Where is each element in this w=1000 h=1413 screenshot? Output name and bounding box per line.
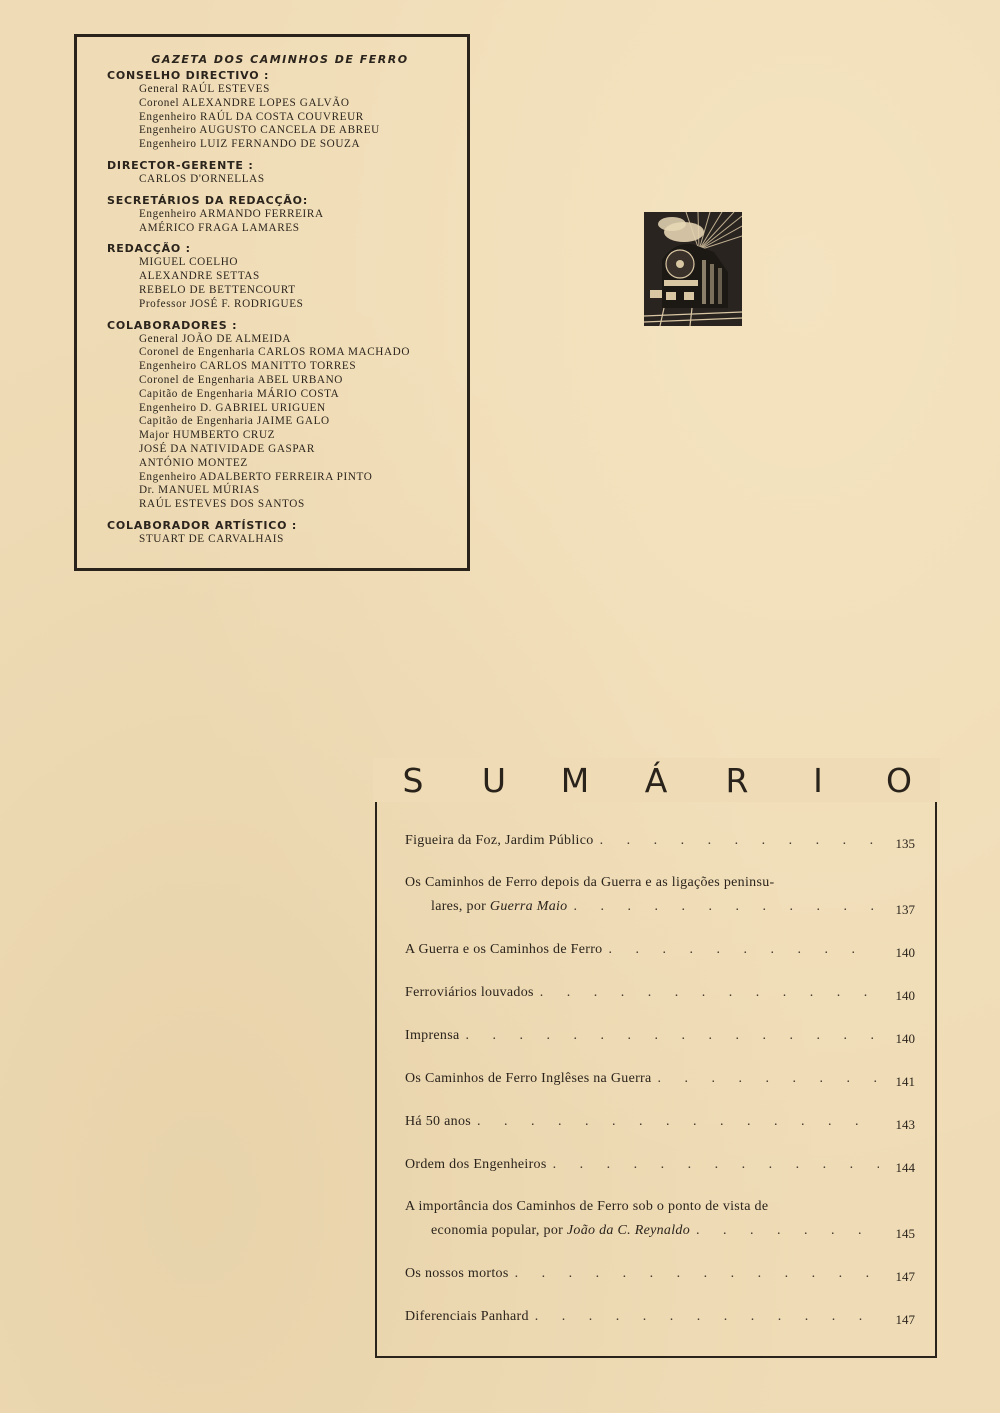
toc-entry-line bbox=[405, 1304, 915, 1328]
toc-entry-text: Diferenciais Panhard bbox=[405, 1309, 529, 1324]
toc-dot-leader bbox=[535, 1305, 879, 1328]
toc-entry-title bbox=[405, 981, 534, 1004]
toc-dot-leader bbox=[515, 1262, 879, 1285]
masthead-member: Coronel ALEXANDRE LOPES GALVÃO bbox=[139, 96, 350, 109]
toc-entry-line bbox=[405, 1152, 915, 1176]
masthead-member: JOSÉ DA NATIVIDADE GASPAR bbox=[139, 442, 315, 455]
toc-dot-leader bbox=[608, 938, 879, 961]
masthead-section bbox=[107, 519, 453, 547]
toc-entry-text: Há 50 anos bbox=[405, 1114, 471, 1129]
masthead-member: CARLOS D'ORNELLAS bbox=[139, 172, 265, 185]
masthead-member: ALEXANDRE SETTAS bbox=[139, 270, 260, 283]
table-of-contents bbox=[405, 828, 915, 1347]
masthead-member: Coronel de Engenharia ABEL URBANO bbox=[139, 373, 343, 386]
summary-title-letters bbox=[373, 758, 940, 802]
toc-entry-text: Figueira da Foz, Jardim Público bbox=[405, 833, 594, 848]
toc-entry-text: Os nossos mortos bbox=[405, 1266, 509, 1281]
masthead-section-heading: REDACÇÃO : bbox=[107, 242, 191, 256]
masthead-member: MIGUEL COELHO bbox=[139, 256, 239, 269]
toc-entry-title bbox=[405, 1195, 768, 1218]
masthead-member: Engenheiro RAÚL DA COSTA COUVREUR bbox=[139, 110, 364, 123]
toc-page-number: 143 bbox=[895, 1117, 915, 1132]
toc-entry-text: lares, por bbox=[431, 899, 487, 914]
toc-entry-line bbox=[405, 1109, 915, 1133]
toc-entry-line bbox=[405, 1023, 915, 1047]
toc-entry-text: Os Caminhos de Ferro Inglêses na Guerra bbox=[405, 1071, 652, 1086]
toc-dot-leader bbox=[466, 1024, 880, 1047]
masthead-member: Coronel de Engenharia CARLOS ROMA MACHADO bbox=[139, 346, 411, 359]
toc-dot-leader bbox=[573, 895, 879, 918]
toc-page-number: 137 bbox=[895, 902, 915, 917]
toc-entry bbox=[405, 1066, 915, 1090]
toc-entry-line bbox=[405, 1218, 915, 1242]
masthead-member: General RAÚL ESTEVES bbox=[139, 83, 270, 95]
toc-entry bbox=[405, 1109, 915, 1133]
toc-entry-line bbox=[405, 1195, 915, 1218]
toc-page-number: 140 bbox=[895, 945, 915, 960]
toc-entry bbox=[405, 871, 915, 918]
toc-entry-title bbox=[405, 938, 602, 961]
toc-entry-title bbox=[405, 1067, 652, 1090]
toc-entry bbox=[405, 1261, 915, 1285]
summary-title-letter: I bbox=[813, 760, 823, 800]
toc-page-number: 147 bbox=[895, 1269, 915, 1284]
masthead-member: RAÚL ESTEVES DOS SANTOS bbox=[139, 498, 305, 511]
masthead-member: Engenheiro ADALBERTO FERREIRA PINTO bbox=[139, 470, 373, 483]
toc-dot-leader bbox=[540, 981, 879, 1004]
summary-box bbox=[375, 760, 937, 1358]
toc-dot-leader bbox=[658, 1067, 879, 1090]
masthead-member: Engenheiro ARMANDO FERREIRA bbox=[139, 207, 324, 220]
toc-entry-text: A Guerra e os Caminhos de Ferro bbox=[405, 942, 603, 957]
toc-page-number: 140 bbox=[895, 988, 915, 1003]
summary-title-letter: U bbox=[481, 760, 507, 800]
toc-entry bbox=[405, 828, 915, 852]
toc-entry-line bbox=[405, 871, 915, 894]
masthead-member: General JOÃO DE ALMEIDA bbox=[139, 332, 292, 345]
masthead-section-heading: COLABORADOR ARTÍSTICO : bbox=[107, 518, 298, 532]
masthead-section bbox=[107, 69, 453, 152]
toc-entry-line bbox=[405, 894, 915, 918]
toc-entry bbox=[405, 937, 915, 961]
toc-entry bbox=[405, 980, 915, 1004]
masthead-member: Capitão de Engenharia MÁRIO COSTA bbox=[139, 387, 340, 400]
toc-entry-title bbox=[405, 1305, 529, 1328]
masthead-member: STUART DE CARVALHAIS bbox=[139, 532, 284, 545]
toc-entry-author: João da C. Reynaldo bbox=[566, 1223, 691, 1238]
toc-entry bbox=[405, 1304, 915, 1328]
toc-entry-title bbox=[405, 1024, 460, 1047]
summary-title-letter: S bbox=[402, 760, 424, 800]
toc-entry-line bbox=[405, 1066, 915, 1090]
masthead-section bbox=[107, 159, 453, 187]
toc-entry bbox=[405, 1152, 915, 1176]
summary-title-letter: M bbox=[560, 760, 590, 800]
masthead-title: GAZETA DOS CAMINHOS DE FERRO bbox=[151, 53, 409, 66]
toc-dot-leader bbox=[477, 1110, 879, 1133]
toc-entry bbox=[405, 1195, 915, 1242]
toc-entry-title bbox=[405, 1153, 547, 1176]
toc-entry-line bbox=[405, 1261, 915, 1285]
toc-entry-author: Guerra Maio bbox=[489, 899, 568, 914]
masthead-member: Engenheiro D. GABRIEL URIGUEN bbox=[139, 401, 326, 414]
toc-page-number: 144 bbox=[895, 1160, 915, 1175]
toc-entry-title bbox=[431, 895, 567, 918]
masthead-member: Capitão de Engenharia JAIME GALO bbox=[139, 415, 330, 428]
masthead-box bbox=[74, 34, 470, 571]
masthead-member: ANTÓNIO MONTEZ bbox=[139, 456, 248, 469]
summary-title-letter: R bbox=[725, 760, 749, 800]
masthead-member: AMÉRICO FRAGA LAMARES bbox=[139, 221, 300, 234]
masthead-member: Engenheiro CARLOS MANITTO TORRES bbox=[139, 360, 357, 373]
toc-entry-title bbox=[405, 1110, 471, 1133]
toc-page-number: 145 bbox=[895, 1226, 915, 1241]
toc-page-number: 147 bbox=[895, 1312, 915, 1327]
masthead-member: Major HUMBERTO CRUZ bbox=[139, 429, 276, 442]
masthead-sections bbox=[107, 69, 453, 547]
masthead-member: Engenheiro LUIZ FERNANDO DE SOUZA bbox=[139, 138, 361, 151]
toc-entry-title bbox=[405, 829, 594, 852]
masthead-member: REBELO DE BETTENCOURT bbox=[139, 283, 296, 296]
masthead-section-heading: DIRECTOR-GERENTE : bbox=[107, 158, 254, 172]
masthead-section-heading: COLABORADORES : bbox=[107, 318, 238, 332]
masthead-section bbox=[107, 242, 453, 311]
masthead-section-heading: CONSELHO DIRECTIVO : bbox=[107, 69, 270, 82]
masthead-member: Dr. MANUEL MÚRIAS bbox=[139, 484, 260, 497]
toc-entry-text: economia popular, por bbox=[431, 1223, 564, 1238]
toc-entry-title bbox=[431, 1219, 690, 1242]
toc-dot-leader bbox=[696, 1219, 879, 1242]
toc-entry-text: A importância dos Caminhos de Ferro sob o ponto de vista de bbox=[405, 1199, 769, 1214]
toc-dot-leader bbox=[553, 1153, 879, 1176]
toc-dot-leader bbox=[600, 829, 879, 852]
toc-entry-line bbox=[405, 828, 915, 852]
toc-entry-text: Ordem dos Engenheiros bbox=[405, 1157, 547, 1172]
masthead-section-heading: SECRETÁRIOS DA REDACÇÃO: bbox=[107, 193, 309, 207]
toc-page-number: 140 bbox=[895, 1031, 915, 1046]
toc-entry bbox=[405, 1023, 915, 1047]
summary-title bbox=[377, 758, 935, 802]
toc-entry-text: Os Caminhos de Ferro depois da Guerra e as ligações peninsu- bbox=[405, 875, 775, 890]
masthead-section bbox=[107, 194, 453, 236]
toc-entry-line bbox=[405, 980, 915, 1004]
toc-entry-line bbox=[405, 937, 915, 961]
toc-entry-title bbox=[405, 1262, 509, 1285]
masthead-member: Engenheiro AUGUSTO CANCELA DE ABREU bbox=[139, 124, 380, 137]
masthead-section bbox=[107, 319, 453, 512]
toc-entry-text: Imprensa bbox=[405, 1028, 460, 1043]
toc-page-number: 141 bbox=[895, 1074, 915, 1089]
toc-entry-text: Ferroviários louvados bbox=[405, 985, 534, 1000]
summary-title-letter: Á bbox=[644, 760, 668, 800]
toc-entry-title bbox=[405, 871, 774, 894]
locomotive-engraving-icon bbox=[644, 212, 742, 326]
masthead-member: Professor JOSÉ F. RODRIGUES bbox=[139, 297, 304, 310]
toc-page-number: 135 bbox=[895, 836, 915, 851]
summary-title-letter: O bbox=[886, 760, 912, 800]
